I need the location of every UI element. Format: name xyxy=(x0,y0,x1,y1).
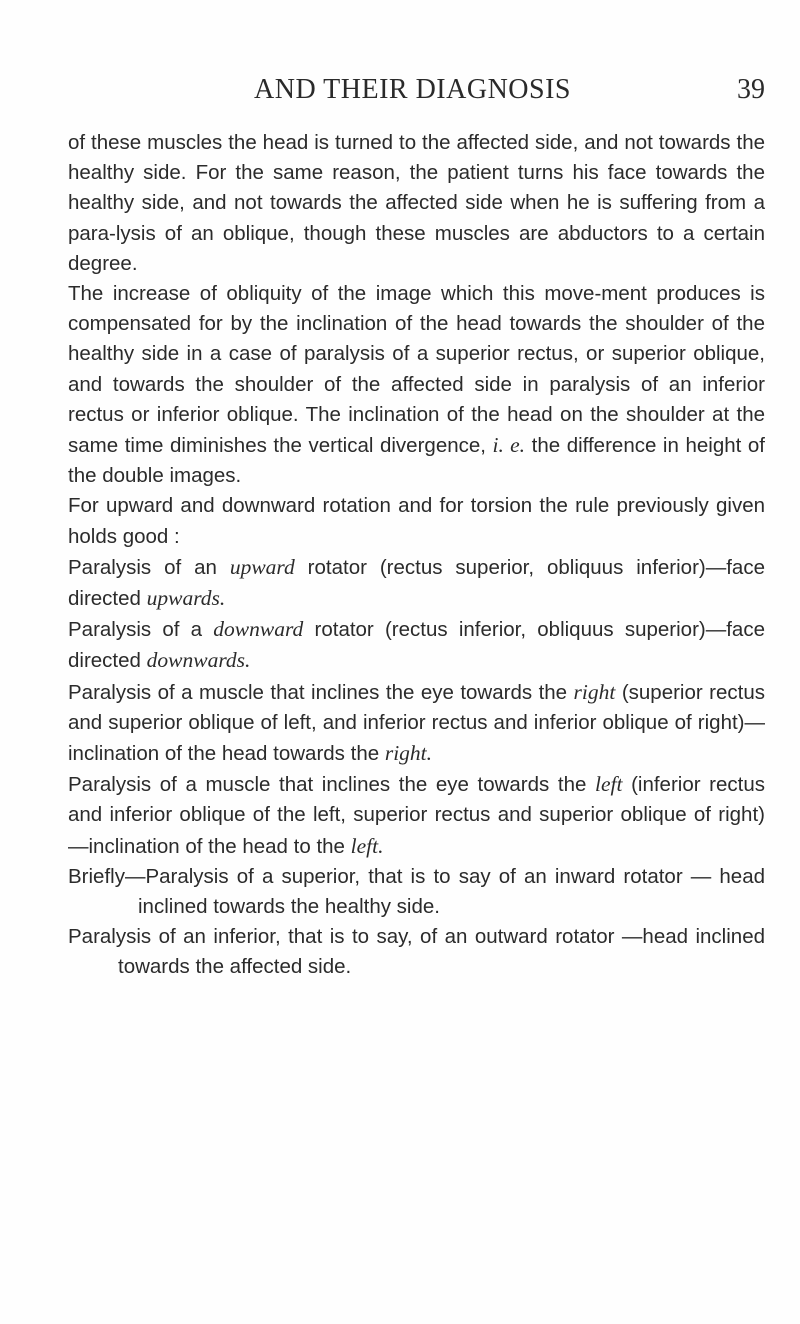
running-title: AND THEIR DIAGNOSIS xyxy=(254,74,571,105)
rule-italic: right. xyxy=(384,741,433,766)
rule-text: Paralysis of an xyxy=(68,555,217,579)
paragraph-text: the difference in height of the double images. xyxy=(68,434,765,488)
rule-paragraph xyxy=(68,769,765,862)
rule-italic: left. xyxy=(350,833,384,858)
rule-paragraph xyxy=(68,614,765,676)
italic-abbreviation: i. e. xyxy=(492,433,526,458)
paragraph xyxy=(68,279,765,491)
rule-text: rotator (rectus inferior, obliquus superior)—face directed xyxy=(68,618,765,673)
summary-item: Briefly—Paralysis of a superior, that is to say of an inward rotator — head inclined towards the healthy side. xyxy=(68,864,765,919)
rule-italic: downward xyxy=(213,617,304,642)
rule-italic: right xyxy=(573,679,616,704)
summary xyxy=(68,862,765,983)
rule-text: Paralysis of a xyxy=(68,618,203,642)
rule-text: rotator (rectus superior, obliquus inferior)—face directed xyxy=(68,555,765,611)
rule-text: (inferior rectus and inferior oblique of the left, superior rectus and superior oblique of right)—inclination of the head to the xyxy=(68,773,765,858)
rule-text: Paralysis of a muscle that inclines the eye towards the xyxy=(68,773,587,797)
running-head xyxy=(60,74,765,114)
rule-italic: upwards. xyxy=(146,586,226,611)
rule-text: Paralysis of a muscle that inclines the eye towards the xyxy=(68,680,568,704)
summary-item: Paralysis of an inferior, that is to say, of an outward rotator —head inclined towards the affected side. xyxy=(68,925,765,979)
page-number: 39 xyxy=(737,74,765,105)
rule-italic: downwards. xyxy=(146,648,251,673)
rule-paragraph xyxy=(68,552,765,614)
rule-paragraph xyxy=(68,677,765,770)
paragraph: For upward and downward rotation and for torsion the rule previously given holds good : xyxy=(68,494,765,548)
paragraph: of these muscles the head is turned to the affected side, and not towards the healthy side. For the same reason, the patient turns his face towards the healthy side, and not towards the affected side when he is suffering from a para-lysis of an oblique, though these muscles are abductors to a certain degree. xyxy=(68,131,765,275)
paragraph-text: The increase of obliquity of the image which this move-ment produces is compensated for by the inclination of the head towards the shoulder of the healthy side in a case of paralysis of a superior rectus, or superior oblique, and towards the shoulder of the affected side in paralysis of an inferior rectus or inferior oblique. The inclination of the head on the shoulder at the same time diminishes the vertical divergence, xyxy=(68,282,765,458)
rule-text: (superior rectus and superior oblique of left, and inferior rectus and inferior oblique of right)—inclination of the head towards the xyxy=(68,680,765,766)
body-text xyxy=(68,128,765,983)
rule-italic: left xyxy=(595,772,623,797)
rule-italic: upward xyxy=(229,554,295,579)
